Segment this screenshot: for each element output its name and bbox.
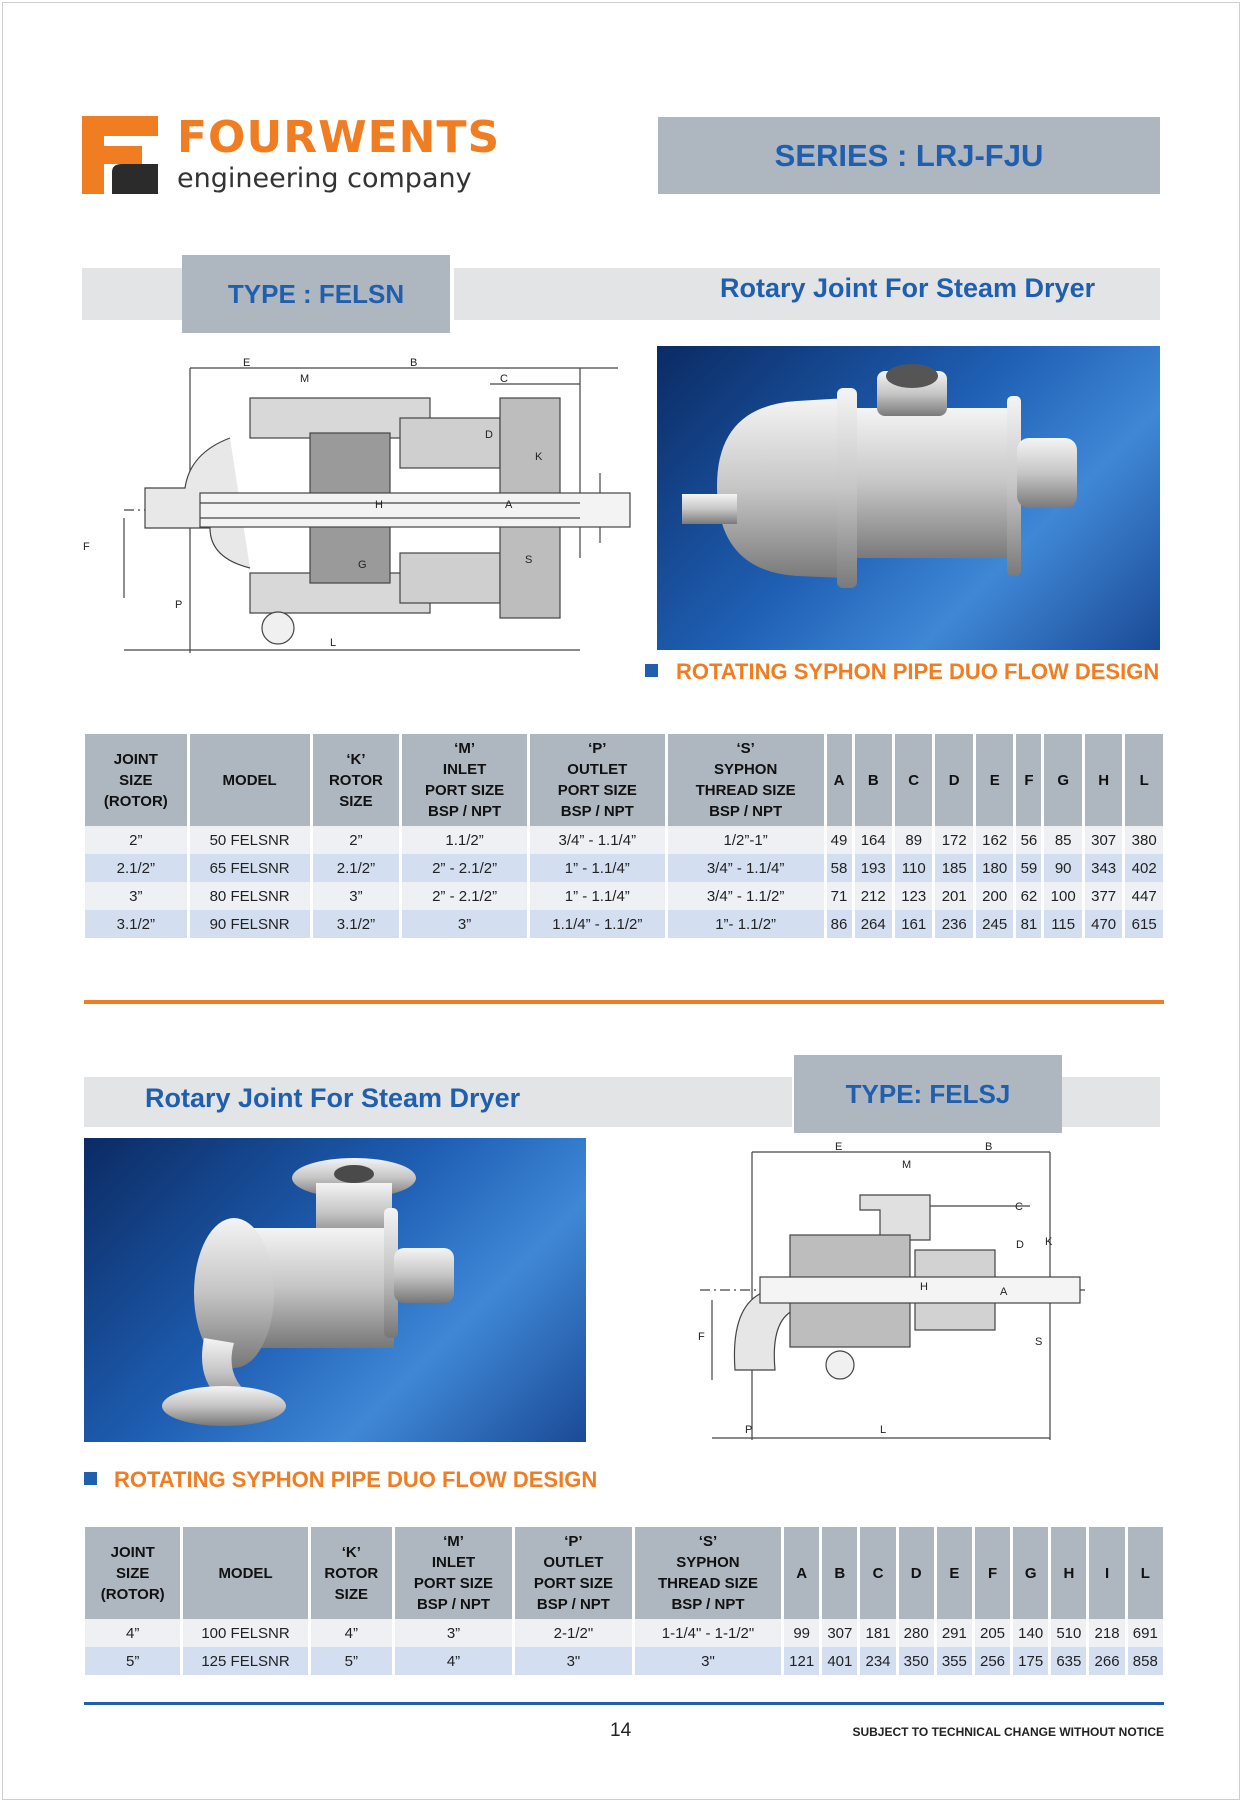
column-header-line: ‘S’ (736, 740, 755, 757)
column-header (827, 734, 852, 826)
column-header (1051, 1527, 1086, 1619)
table-cell: 5” (311, 1647, 392, 1675)
table-cell: 62 (1016, 882, 1041, 910)
column-header-line: SIZE (119, 771, 153, 789)
section1-heading: Rotary Joint For Steam Dryer (720, 273, 1096, 303)
table-cell: 110 (895, 854, 932, 882)
section1-bullet-icon (645, 664, 658, 677)
table-cell: 185 (935, 854, 972, 882)
column-header-line: SYPHON (713, 761, 778, 778)
table-cell: 402 (1125, 854, 1163, 882)
table-cell: 3” (402, 910, 527, 938)
table-cell: 2” - 2.1/2” (402, 882, 527, 910)
column-header (402, 734, 527, 826)
table-cell: 635 (1051, 1647, 1086, 1675)
table-cell: 65 FELSNR (190, 854, 310, 882)
table-cell: 86 (827, 910, 852, 938)
table-cell: 2.1/2” (313, 854, 400, 882)
column-header-line: ‘K’ (346, 750, 366, 768)
table-cell: 50 FELSNR (190, 826, 310, 854)
table-cell: 164 (855, 826, 892, 854)
column-header-line: (ROTOR) (100, 1585, 165, 1603)
column-header-line: ‘S’ (698, 1533, 718, 1550)
section-divider (84, 1000, 1164, 1004)
table-cell: 245 (976, 910, 1013, 938)
column-header-line: G (1057, 771, 1069, 789)
column-header (935, 734, 972, 826)
table-cell: 2-1/2" (515, 1619, 632, 1647)
column-header-line: G (1024, 1564, 1037, 1582)
felsj-technical-drawing (690, 1140, 1170, 1450)
column-header (822, 1527, 857, 1619)
footer-rule (84, 1702, 1164, 1705)
column-header (976, 734, 1013, 826)
column-header (85, 734, 187, 826)
table-cell: 2.1/2” (85, 854, 187, 882)
dim-label-s: S (1035, 1336, 1043, 1348)
column-header-line: D (910, 1564, 922, 1582)
column-header (190, 734, 310, 826)
table-cell: 343 (1085, 854, 1122, 882)
felsn-technical-drawing (80, 358, 640, 658)
column-header (855, 734, 892, 826)
dim-label-h: H (375, 499, 383, 511)
table-cell: 355 (937, 1647, 972, 1675)
section1-type-label: TYPE : FELSN (182, 255, 450, 333)
table-cell: 81 (1016, 910, 1041, 938)
column-header-line: ‘K’ (341, 1543, 361, 1561)
table-cell: 1” - 1.1/4” (530, 882, 665, 910)
column-header-line: B (867, 771, 879, 789)
table-cell: 2” (313, 826, 400, 854)
section1-header-bar-left (82, 268, 182, 320)
page-number: 14 (610, 1720, 632, 1741)
column-header-line: PORT SIZE (424, 782, 505, 799)
table-cell: 350 (899, 1647, 934, 1675)
dim-label-a: A (505, 499, 513, 511)
column-header (311, 1527, 392, 1619)
column-header-line: I (1104, 1564, 1110, 1582)
dim-label-c: C (1015, 1201, 1023, 1213)
column-header (1089, 1527, 1124, 1619)
table-cell: 380 (1125, 826, 1163, 854)
column-header-line: OUTLET (543, 1554, 604, 1571)
brand-name: FOURWENTS (177, 112, 501, 163)
column-header (395, 1527, 512, 1619)
column-header (313, 734, 400, 826)
column-header-line: B (834, 1564, 846, 1582)
column-header-line: A (796, 1564, 808, 1582)
section1-tagline: ROTATING SYPHON PIPE DUO FLOW DESIGN (676, 659, 1160, 684)
table-cell: 3" (635, 1647, 781, 1675)
column-header-line: MODEL (218, 1564, 273, 1582)
column-header-line: ROTOR (328, 771, 383, 789)
column-header-line: ‘P’ (588, 740, 607, 757)
dim-label-d: D (485, 429, 493, 441)
column-header (895, 734, 932, 826)
column-header-line: ‘M’ (443, 1533, 464, 1550)
column-header (183, 1527, 307, 1619)
table-cell: 193 (855, 854, 892, 882)
dim-label-h: H (920, 1281, 928, 1293)
dim-label-m: M (902, 1159, 912, 1171)
column-header-line: THREAD SIZE (657, 1575, 758, 1592)
table-cell: 49 (827, 826, 852, 854)
table-cell: 212 (855, 882, 892, 910)
column-header (515, 1527, 632, 1619)
dim-label-p: P (745, 1424, 753, 1436)
column-header-line: ROTOR (324, 1564, 379, 1582)
table-cell: 3/4” - 1.1/2” (668, 882, 824, 910)
column-header-line: H (1063, 1564, 1075, 1582)
table-cell: 3” (313, 882, 400, 910)
table-cell: 3.1/2” (313, 910, 400, 938)
column-header-line: SIZE (339, 792, 373, 810)
table-cell: 256 (975, 1647, 1010, 1675)
column-header (1128, 1527, 1163, 1619)
column-header-line: E (949, 1564, 960, 1582)
table-cell: 90 (1044, 854, 1081, 882)
column-header-line: F (987, 1564, 998, 1582)
section2-bullet-icon (84, 1472, 97, 1485)
table-cell: 205 (975, 1619, 1010, 1647)
dim-label-p: P (175, 599, 183, 611)
felsj-product-photo (84, 1138, 586, 1442)
table-cell: 691 (1128, 1619, 1163, 1647)
column-header (530, 734, 665, 826)
table-cell: 5” (85, 1647, 180, 1675)
table-cell: 99 (784, 1619, 819, 1647)
column-header-line: D (948, 771, 960, 789)
dim-label-l: L (880, 1424, 887, 1436)
table-cell: 2” - 2.1/2” (402, 854, 527, 882)
table-cell: 80 FELSNR (190, 882, 310, 910)
column-header-line: PORT SIZE (413, 1575, 494, 1592)
column-header-line: C (908, 771, 920, 789)
table-cell: 175 (1013, 1647, 1048, 1675)
table-cell: 71 (827, 882, 852, 910)
table-cell: 180 (976, 854, 1013, 882)
dim-label-c: C (500, 373, 508, 385)
table-cell: 218 (1089, 1619, 1124, 1647)
column-header-line: BSP / NPT (671, 1596, 745, 1613)
column-header (899, 1527, 934, 1619)
dim-label-e: E (835, 1141, 843, 1153)
column-header-line: BSP / NPT (560, 803, 634, 820)
column-header-line: PORT SIZE (557, 782, 637, 799)
dim-label-d: D (1016, 1239, 1024, 1251)
table-row (85, 1647, 1163, 1675)
column-header-line: INLET (431, 1554, 476, 1571)
table-row (85, 882, 1163, 910)
table-cell: 510 (1051, 1619, 1086, 1647)
table-cell: 3” (395, 1619, 512, 1647)
table-cell: 201 (935, 882, 972, 910)
series-label: SERIES : LRJ-FJU (658, 117, 1160, 194)
dim-label-k: K (1045, 1236, 1053, 1248)
table-row (85, 854, 1163, 882)
column-header (975, 1527, 1010, 1619)
column-header-line: E (989, 771, 1000, 789)
column-header-line: SIZE (116, 1564, 150, 1582)
column-header-line: JOINT (113, 750, 158, 768)
table-cell: 125 FELSNR (183, 1647, 307, 1675)
section2-heading: Rotary Joint For Steam Dryer (145, 1083, 521, 1113)
dim-label-l: L (330, 637, 337, 649)
column-header-line: F (1024, 771, 1034, 789)
table-header-row (85, 734, 1163, 826)
dim-label-k: K (535, 451, 543, 463)
table-cell: 172 (935, 826, 972, 854)
column-header-line: MODEL (222, 771, 277, 789)
column-header-line: H (1098, 771, 1110, 789)
table-cell: 200 (976, 882, 1013, 910)
table-cell: 1.1/4” - 1.1/2” (530, 910, 665, 938)
column-header-line: INLET (442, 761, 487, 778)
column-header-line: L (1140, 1564, 1150, 1582)
column-header-line: BSP / NPT (428, 803, 502, 820)
table-cell: 161 (895, 910, 932, 938)
table-row (85, 826, 1163, 854)
column-header-line: A (833, 771, 845, 789)
table-cell: 3/4” - 1.1/4” (530, 826, 665, 854)
table-cell: 4” (85, 1619, 180, 1647)
felsn-spec-table (82, 734, 1166, 938)
dim-label-f: F (698, 1331, 705, 1343)
column-header (784, 1527, 819, 1619)
column-header-line: BSP / NPT (536, 1596, 610, 1613)
table-cell: 4” (395, 1647, 512, 1675)
table-cell: 121 (784, 1647, 819, 1675)
column-header-line: BSP / NPT (709, 803, 783, 820)
section2-tagline: ROTATING SYPHON PIPE DUO FLOW DESIGN (114, 1467, 598, 1492)
table-cell: 115 (1044, 910, 1081, 938)
column-header-line: ‘P’ (564, 1533, 583, 1550)
felsn-product-illustration (657, 346, 1160, 650)
column-header (1085, 734, 1122, 826)
table-cell: 1” - 1.1/4” (530, 854, 665, 882)
table-cell: 3” (85, 882, 187, 910)
column-header-line: C (872, 1564, 884, 1582)
table-cell: 264 (855, 910, 892, 938)
table-cell: 181 (860, 1619, 895, 1647)
dim-label-m: M (300, 373, 310, 385)
column-header-line: (ROTOR) (103, 792, 168, 810)
table-cell: 3.1/2” (85, 910, 187, 938)
table-cell: 1-1/4" - 1-1/2" (635, 1619, 781, 1647)
column-header-line: THREAD SIZE (695, 782, 796, 799)
column-header (1044, 734, 1081, 826)
table-cell: 4” (311, 1619, 392, 1647)
table-cell: 3/4” - 1.1/4” (668, 854, 824, 882)
table-cell: 59 (1016, 854, 1041, 882)
table-cell: 3" (515, 1647, 632, 1675)
dim-label-b: B (410, 358, 418, 369)
column-header (860, 1527, 895, 1619)
column-header (1016, 734, 1041, 826)
dim-label-e: E (243, 358, 251, 369)
table-row (85, 1619, 1163, 1647)
brand-tagline: engineering company (177, 163, 472, 194)
section2-header-bar-right (1062, 1077, 1160, 1127)
logo-mark (82, 116, 158, 194)
table-cell: 1.1/2” (402, 826, 527, 854)
column-header-line: PORT SIZE (533, 1575, 613, 1592)
section2-type-label: TYPE: FELSJ (794, 1055, 1062, 1133)
table-cell: 100 FELSNR (183, 1619, 307, 1647)
table-cell: 307 (1085, 826, 1122, 854)
table-cell: 162 (976, 826, 1013, 854)
table-header-row (85, 1527, 1163, 1619)
table-cell: 307 (822, 1619, 857, 1647)
table-cell: 56 (1016, 826, 1041, 854)
table-cell: 401 (822, 1647, 857, 1675)
technical-change-notice: SUBJECT TO TECHNICAL CHANGE WITHOUT NOTICE (852, 1725, 1164, 1739)
table-cell: 85 (1044, 826, 1081, 854)
table-cell: 234 (860, 1647, 895, 1675)
column-header (1013, 1527, 1048, 1619)
table-cell: 470 (1085, 910, 1122, 938)
column-header-line: OUTLET (567, 761, 628, 778)
table-cell: 58 (827, 854, 852, 882)
column-header (635, 1527, 781, 1619)
felsn-product-photo (657, 346, 1160, 650)
table-cell: 89 (895, 826, 932, 854)
column-header-line: SIZE (334, 1585, 368, 1603)
table-cell: 266 (1089, 1647, 1124, 1675)
table-cell: 280 (899, 1619, 934, 1647)
felsj-spec-table (82, 1527, 1166, 1675)
dim-label-b: B (985, 1141, 993, 1153)
table-cell: 2” (85, 826, 187, 854)
table-cell: 377 (1085, 882, 1122, 910)
table-row (85, 910, 1163, 938)
table-cell: 1”- 1.1/2” (668, 910, 824, 938)
table-cell: 123 (895, 882, 932, 910)
column-header (85, 1527, 180, 1619)
table-cell: 291 (937, 1619, 972, 1647)
column-header-line: ‘M’ (454, 740, 475, 757)
table-cell: 447 (1125, 882, 1163, 910)
column-header-line: JOINT (110, 1543, 155, 1561)
column-header (668, 734, 824, 826)
table-cell: 100 (1044, 882, 1081, 910)
dim-label-s: S (525, 554, 533, 566)
column-header (1125, 734, 1163, 826)
column-header (937, 1527, 972, 1619)
dim-label-f: F (83, 541, 90, 553)
column-header-line: BSP / NPT (416, 1596, 491, 1613)
dim-label-g: G (358, 559, 367, 571)
dim-label-a: A (1000, 1286, 1008, 1298)
column-header-line: SYPHON (676, 1554, 740, 1571)
table-cell: 858 (1128, 1647, 1163, 1675)
table-cell: 1/2”-1” (668, 826, 824, 854)
table-cell: 90 FELSNR (190, 910, 310, 938)
column-header-line: L (1139, 771, 1149, 789)
table-cell: 236 (935, 910, 972, 938)
felsj-product-illustration (84, 1138, 586, 1442)
table-cell: 140 (1013, 1619, 1048, 1647)
table-cell: 615 (1125, 910, 1163, 938)
